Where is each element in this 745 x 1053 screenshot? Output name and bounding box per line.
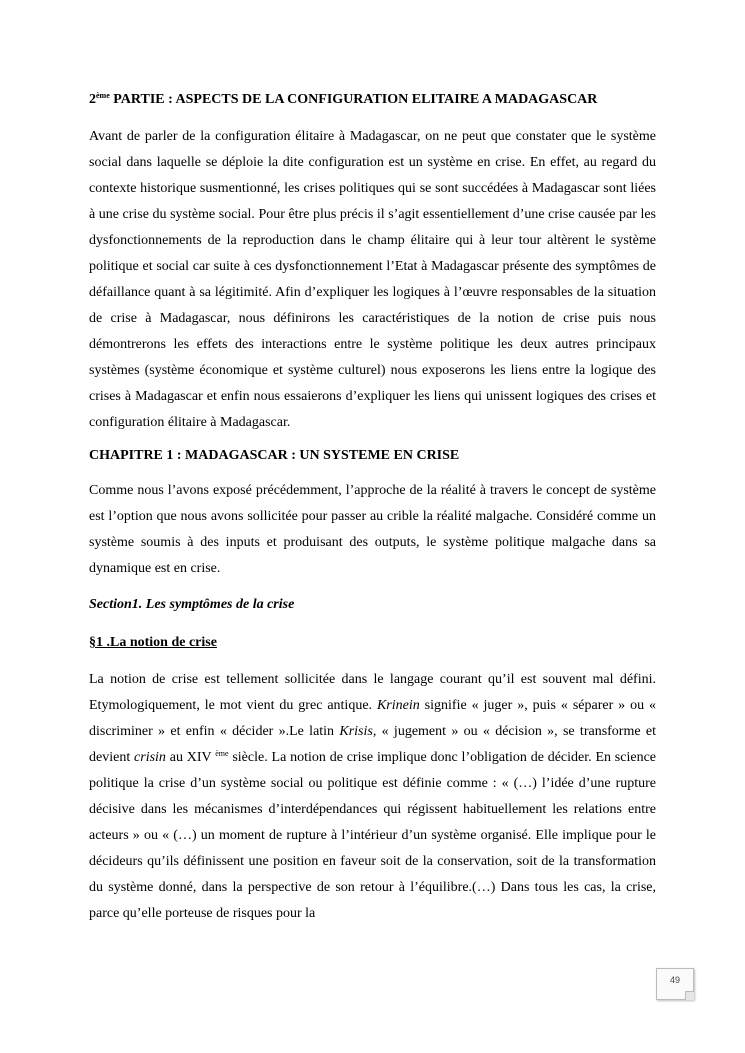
term-krisis: Krisis bbox=[339, 724, 373, 739]
part-number: 2 bbox=[89, 92, 96, 107]
century-superscript: ème bbox=[215, 749, 229, 758]
part-number-superscript: ème bbox=[96, 91, 110, 100]
crisis-text-1: La notion de crise est tellement sollicitée dans le langage courant qu’il est souvent mal défini. Etymologiquement, le mot vient du grec antique. bbox=[89, 672, 656, 713]
crisis-text-4: au XIV bbox=[165, 750, 216, 765]
chapter-title: CHAPITRE 1 : MADAGASCAR : UN SYSTEME EN CRISE bbox=[89, 448, 460, 463]
crisis-text-2: signifie « juger », puis « séparer » ou « discriminer » et enfin « décider ».Le latin bbox=[89, 698, 656, 739]
crisis-text-5: siècle. La notion de crise implique donc l’obligation de décider. En science politique la crise d’un système social ou politique est définie comme : « (…) l’idée d’une rupture décisive dans les mécanismes d’interdépendances qui régissent habituellement les relations entre acteurs » ou « (…) un moment de rupture à l’intérieur d’un système organisé. Elle implique pour le décideurs qu’ils définissent une position en faveur soit de la conservation, soit de la transformation du système donné, dans la perspective de son retour à l’équilibre.(…) Dans tous les cas, la crise, parce qu’elle porteuse de risques pour la bbox=[89, 750, 657, 921]
crisis-text-3: , « jugement » ou « décision », se transforme et devient bbox=[89, 724, 656, 765]
document-page bbox=[89, 82, 656, 927]
term-crisin: crisin bbox=[134, 750, 166, 765]
crisis-paragraph bbox=[89, 667, 656, 927]
part-heading-text: PARTIE : ASPECTS DE LA CONFIGURATION ELITAIRE A MADAGASCAR bbox=[109, 92, 598, 107]
section-title: Section1. Les symptômes de la crise bbox=[89, 597, 295, 612]
page-number: 49 bbox=[656, 968, 694, 1000]
term-krinein: Krinein bbox=[376, 698, 420, 713]
chapter-paragraph: Comme nous l’avons exposé précédemment, l’approche de la réalité à travers le concept de système est l’option que nous avons sollicitée pour passer au crible la réalité malgache. Considéré comme un système soumis à des inputs et produisant des outputs, le système politique malgache dans sa dynamique est en crise. bbox=[89, 483, 656, 576]
part-heading bbox=[89, 90, 656, 110]
subsection-title: §1 .La notion de crise bbox=[89, 635, 217, 650]
intro-paragraph: Avant de parler de la configuration élitaire à Madagascar, on ne peut que constater que le système social dans laquelle se déploie la dite configuration est un système en crise. En effet, au regard du contexte historique susmentionné, les crises politiques qui se sont succédées à Madagascar sont liées à une crise du système social. Pour être plus précis il s’agit essentiellement d’une crise causée par les dysfonctionnements de la reproduction dans le champ élitaire qui à leur tour altèrent le système politique et social car suite à ces dysfonctionnement l’Etat à Madagascar présente des symptômes de défaillance quant à sa légitimité. Afin d’expliquer les logiques à l’œuvre responsables de la situation de crise à Madagascar, nous définirons les caractéristiques de la notion de crise puis nous démontrerons les effets des interactions entre le système politique les deux autres principaux systèmes (système économique et système culturel) nous exposerons les liens entre la logique des crises à Madagascar et enfin nous essaierons d’expliquer les liens qui unissent logiques des crises et configuration élitaire à Madagascar. bbox=[89, 129, 656, 430]
